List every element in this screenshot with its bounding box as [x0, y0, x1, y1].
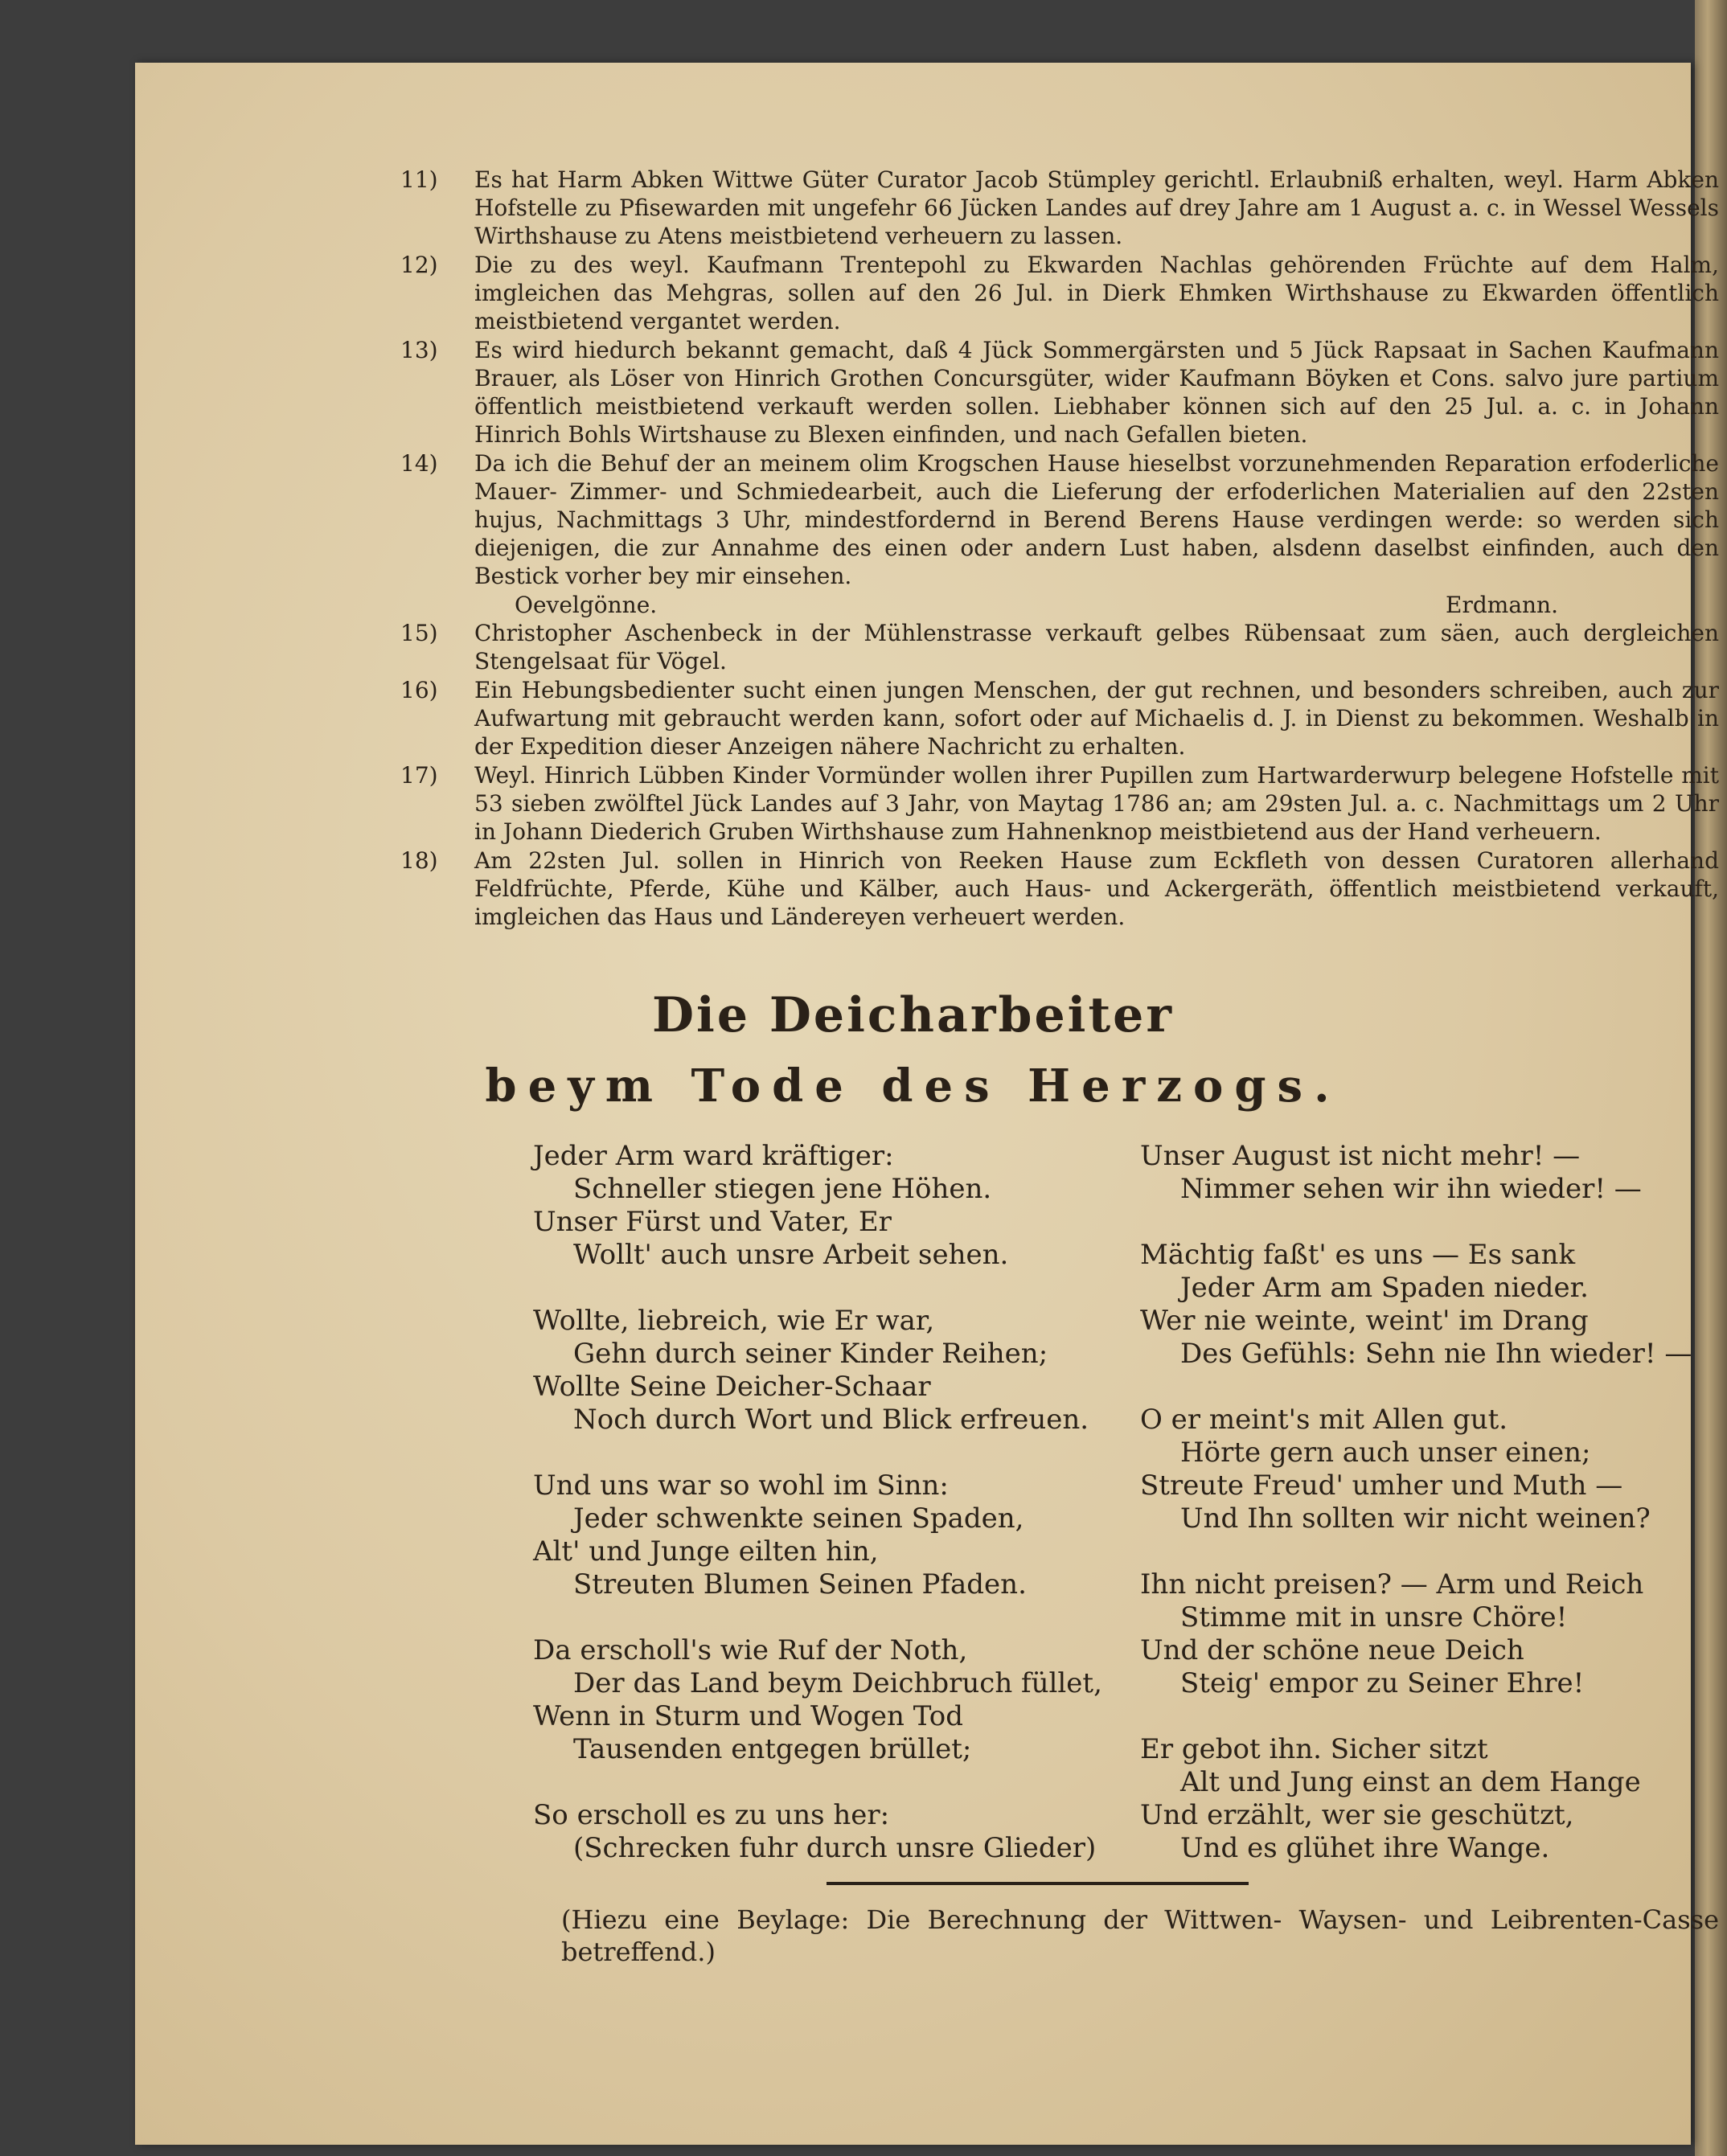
notice-number: 12) — [400, 252, 438, 278]
poem-right-column — [1140, 1140, 1727, 1898]
notice-number: 13) — [400, 337, 438, 363]
poem-line: Noch durch Wort und Blick erfreuen. — [573, 1404, 1089, 1436]
notice-item — [400, 166, 1719, 250]
poem-line: Tausenden entgegen brüllet; — [573, 1733, 972, 1765]
notice-number: 14) — [400, 450, 438, 477]
poem-line: Und Ihn sollten wir nicht weinen? — [1180, 1502, 1651, 1535]
poem-line: Des Gefühls: Sehn nie Ihn wieder! — — [1180, 1338, 1692, 1370]
poem-line: Und der schöne neue Deich — [1140, 1634, 1524, 1666]
notices-section — [400, 166, 1719, 932]
notice-item — [400, 761, 1719, 846]
footnote: (Hiezu eine Beylage: Die Berechnung der Wittwen- Waysen- und Leibrenten-Casse betreffend.) — [561, 1904, 1719, 1967]
notice-signature — [400, 591, 1719, 619]
poem-line: Streuten Blumen Seinen Pfaden. — [573, 1568, 1027, 1601]
poem-stanza — [533, 1469, 1144, 1601]
poem-line: Steig' empor zu Seiner Ehre! — [1180, 1667, 1585, 1699]
poem-stanza — [1140, 1140, 1727, 1206]
poem-line: Und es glühet ihre Wange. — [1180, 1832, 1550, 1864]
poem-line: So erscholl es zu uns her: — [533, 1799, 890, 1831]
poem-line: Jeder Arm am Spaden nieder. — [1180, 1272, 1589, 1304]
poem-stanza — [1140, 1404, 1727, 1535]
notice-text: Am 22sten Jul. sollen in Hinrich von Reeken Hause zum Eckfleth von dessen Curatoren allerhand Feldfrüchte, Pferde, Kühe und Kälber, auch Haus- und Ackergeräth, öffentlich meistbietend verkauft, imgleichen das Haus und Ländereyen verheuert werden. — [474, 847, 1719, 930]
signature-name: Erdmann. — [1446, 592, 1558, 618]
poem-line: Alt' und Junge eilten hin, — [533, 1535, 879, 1568]
poem-stanza — [1140, 1733, 1727, 1865]
notice-item — [400, 846, 1719, 931]
poem-line: Wollte, liebreich, wie Er war, — [533, 1305, 935, 1337]
poem-line: Alt und Jung einst an dem Hange — [1180, 1766, 1641, 1798]
poem-line: Stimme mit in unsre Chöre! — [1180, 1601, 1568, 1633]
notice-item — [400, 619, 1719, 675]
poem-line: O er meint's mit Allen gut. — [1140, 1404, 1508, 1436]
notice-number: 11) — [400, 166, 438, 193]
poem-line: Jeder Arm ward kräftiger: — [533, 1140, 894, 1172]
notice-number: 18) — [400, 847, 438, 874]
notice-text: Es wird hiedurch bekannt gemacht, daß 4 Jück Sommergärsten und 5 Jück Rapsaat in Sachen Kaufmann Brauer, als Löser von Hinrich Grothen Concursgüter, wider Kaufmann Böyken et Cons. salvo jure partium öffentlich meistbietend verkauft werden sollen. Liebhaber können sich auf den 25 Jul. a. c. in Johann Hinrich Bohls Wirtshause zu Blexen einfinden, und nach Gefallen bieten. — [474, 337, 1719, 448]
poem-stanza — [533, 1305, 1144, 1437]
poem-line: Streute Freud' umher und Muth — — [1140, 1469, 1623, 1502]
poem-line: Schneller stiegen jene Höhen. — [573, 1173, 992, 1205]
poem-line: Unser August ist nicht mehr! — — [1140, 1140, 1581, 1172]
notice-text: Es hat Harm Abken Wittwe Güter Curator Jacob Stümpley gerichtl. Erlaubniß erhalten, weyl. Harm Abken Hofstelle zu Pfisewarden mit ungefehr 66 Jücken Landes auf drey Jahre am 1 August a. c. in Wessel Wessels Wirthshause zu Atens meistbietend verheuern zu lassen. — [474, 166, 1719, 249]
notice-text: Die zu des weyl. Kaufmann Trentepohl zu Ekwarden Nachlas gehörenden Früchte auf dem Halm, imgleichen das Mehgras, sollen auf den 26 Jul. in Dierk Ehmken Wirthshause zu Ekwarden öffentlich meistbietend vergantet werden. — [474, 252, 1719, 334]
notice-number: 16) — [400, 677, 438, 703]
poem-line: Wenn in Sturm und Wogen Tod — [533, 1700, 963, 1732]
poem-line: Er gebot ihn. Sicher sitzt — [1140, 1733, 1488, 1765]
notice-item — [400, 449, 1719, 590]
signature-place: Oevelgönne. — [515, 592, 658, 618]
notice-text: Christopher Aschenbeck in der Mühlenstrasse verkauft gelbes Rübensaat zum säen, auch dergleichen Stengelsaat für Vögel. — [474, 620, 1719, 674]
poem-line: Unser Fürst und Vater, Er — [533, 1206, 892, 1238]
notice-number: 15) — [400, 620, 438, 646]
poem-line: Da erscholl's wie Ruf der Noth, — [533, 1634, 968, 1666]
poem-line: Ihn nicht preisen? — Arm und Reich — [1140, 1568, 1644, 1601]
poem-stanza — [1140, 1568, 1727, 1700]
poem-line: Wollte Seine Deicher-Schaar — [533, 1371, 931, 1403]
poem-line: Jeder schwenkte seinen Spaden, — [573, 1502, 1024, 1535]
poem-line: Hörte gern auch unser einen; — [1180, 1437, 1591, 1469]
poem-subtitle: beym Tode des Herzogs. — [485, 1060, 1341, 1113]
poem-line: Mächtig faßt' es uns — Es sank — [1140, 1239, 1576, 1271]
notice-item — [400, 676, 1719, 760]
poem-line: Und erzählt, wer sie geschützt, — [1140, 1799, 1574, 1831]
notice-text: Ein Hebungsbedienter sucht einen jungen Menschen, der gut rechnen, und besonders schreiben, auch zur Aufwartung mit gebraucht werden kann, sofort oder auf Michaelis d. J. in Dienst zu bekommen. Weshalb in der Expedition dieser Anzeigen nähere Nachricht zu erhalten. — [474, 677, 1719, 760]
notice-number: 17) — [400, 762, 438, 789]
poem-line: Nimmer sehen wir ihn wieder! — — [1180, 1173, 1642, 1205]
poem-stanza — [533, 1140, 1144, 1272]
notice-item — [400, 251, 1719, 335]
divider-rule — [827, 1882, 1249, 1885]
poem-stanza — [1140, 1239, 1727, 1371]
poem-left-column — [533, 1140, 1144, 1898]
notice-text: Weyl. Hinrich Lübben Kinder Vormünder wollen ihrer Pupillen zum Hartwarderwurp belegene Hofstelle mit 53 sieben zwölftel Jück Landes auf 3 Jahr, von Maytag 1786 an; am 29sten Jul. a. c. Nachmittags um 2 Uhr in Johann Diederich Gruben Wirthshause zum Hahnenknop meistbietend aus der Hand verheuern. — [474, 762, 1719, 845]
poem-line: Der das Land beym Deichbruch füllet, — [573, 1667, 1102, 1699]
notice-item — [400, 336, 1719, 449]
poem-line: Wer nie weinte, weint' im Drang — [1140, 1305, 1589, 1337]
poem-line: Und uns war so wohl im Sinn: — [533, 1469, 949, 1502]
notice-text: Da ich die Behuf der an meinem olim Krogschen Hause hieselbst vorzunehmenden Reparation erfoderliche Mauer- Zimmer- und Schmiedearbeit, auch die Lieferung der erfoderlichen Materialien auf den 22sten hujus, Nachmittags 3 Uhr, mindestfordernd in Berend Berens Hause verdingen werde: so werden sich diejenigen, die zur Annahme des einen oder andern Lust haben, alsdenn daselbst einfinden, auch den Bestick vorher bey mir einsehen. — [474, 450, 1719, 589]
poem-stanza — [533, 1634, 1144, 1766]
poem-line: Gehn durch seiner Kinder Reihen; — [573, 1338, 1048, 1370]
document-page — [135, 63, 1719, 2145]
poem-stanza — [533, 1799, 1144, 1865]
poem-line: Wollt' auch unsre Arbeit sehen. — [573, 1239, 1009, 1271]
poem-title: Die Deicharbeiter — [652, 987, 1174, 1043]
poem-line: (Schrecken fuhr durch unsre Glieder) — [573, 1832, 1097, 1864]
